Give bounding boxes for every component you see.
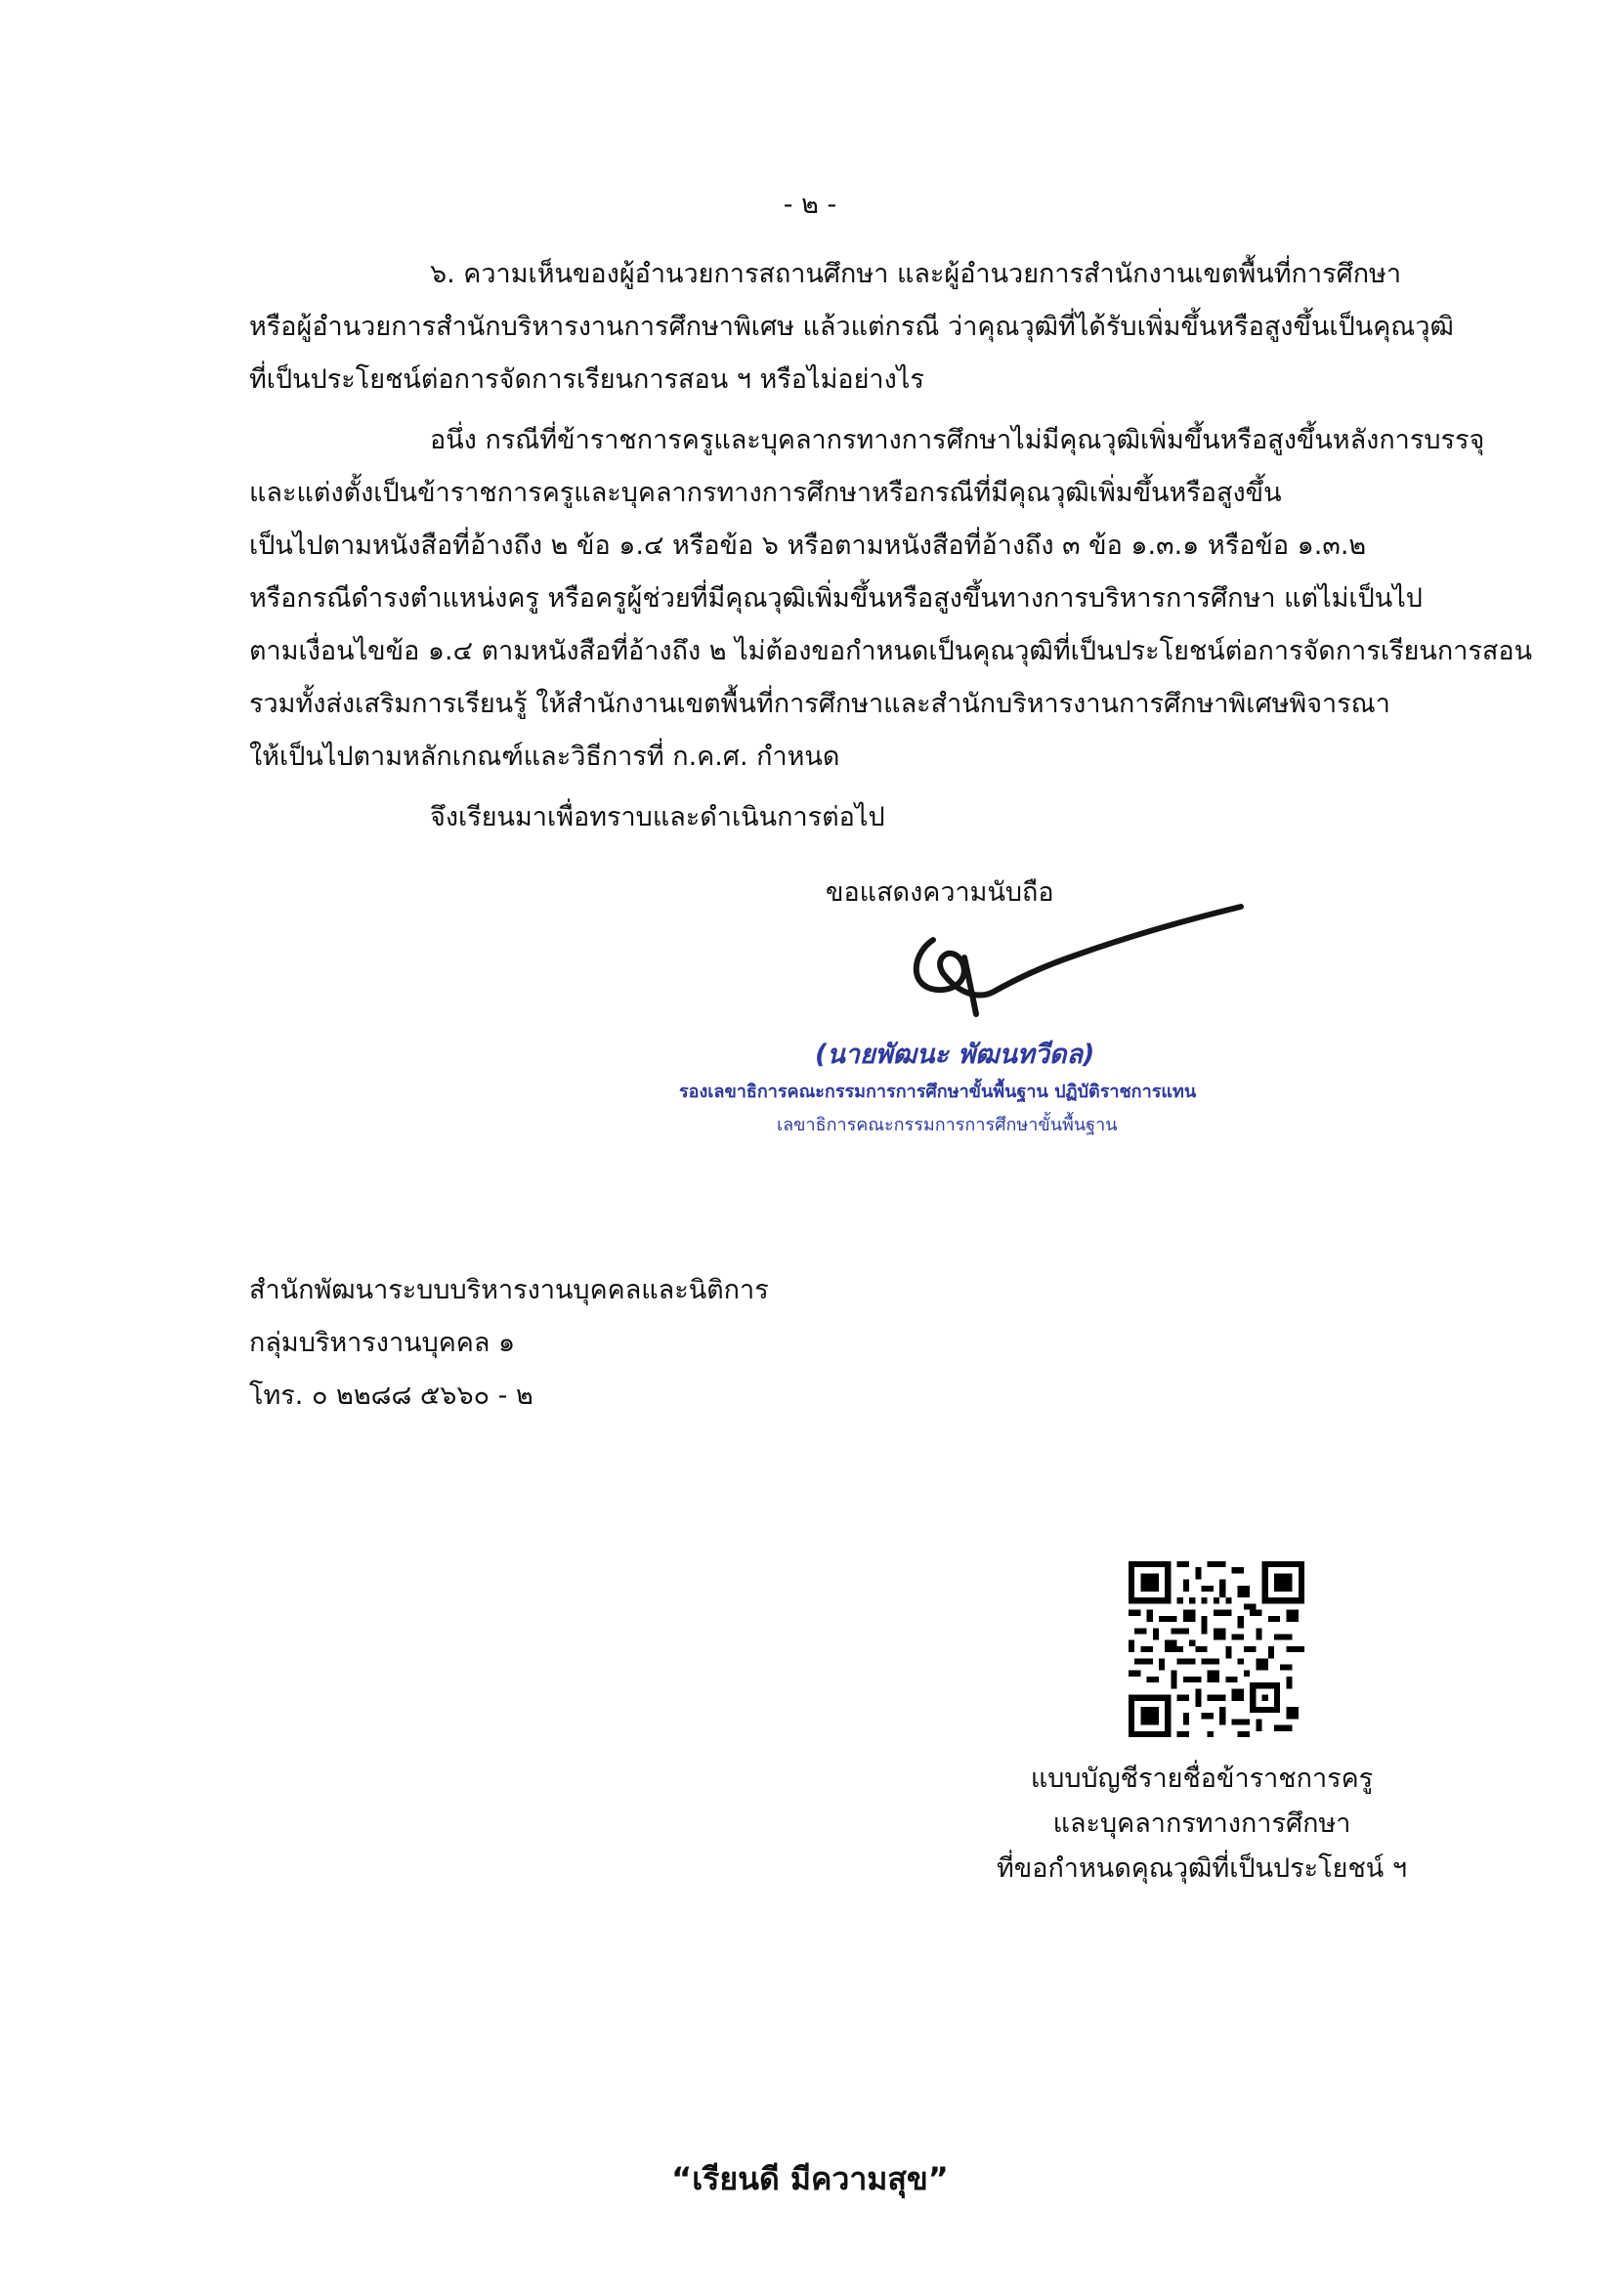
attachment-note-line: ที่ขอกำหนดคุณวุฒิที่เป็นประโยชน์ ฯ [996,1853,1408,1884]
paragraph-note-line: อนึ่ง กรณีที่ข้าราชการครูและบุคลากรทางการศึกษาไม่มีคุณวุฒิเพิ่มขึ้นหรือสูงขึ้นหลังการบรรจุ [430,425,1485,455]
paragraph-note-line: หรือกรณีดำรงตำแหน่งครู หรือครูผู้ช่วยที่มีคุณวุฒิเพิ่มขึ้นหรือสูงขึ้นทางการบริหารการศึกษา แต่ไม่เป็นไป [249,583,1423,614]
signer-title-line1: รองเลขาธิการคณะกรรมการการศึกษาขั้นพื้นฐาน ปฏิบัติราชการแทน [679,1082,1197,1102]
closing-salutation: ขอแสดงความนับถือ [826,877,1054,908]
paragraph-note-line: ตามเงื่อนไขข้อ ๑.๔ ตามหนังสือที่อ้างถึง ๒ ไม่ต้องขอกำหนดเป็นคุณวุฒิที่เป็นประโยชน์ต่อการจัดการเรียนการสอน [249,636,1533,666]
contact-office: สำนักพัฒนาระบบบริหารงานบุคคลและนิติการ [249,1275,769,1305]
contact-group: กลุ่มบริหารงานบุคคล ๑ [249,1328,516,1358]
paragraph-note-line: เป็นไปตามหนังสือที่อ้างถึง ๒ ข้อ ๑.๔ หรือข้อ ๖ หรือตามหนังสือที่อ้างถึง ๓ ข้อ ๑.๓.๑ หรือข้อ ๑.๓.๒ [249,531,1367,561]
signer-title-line2: เลขาธิการคณะกรรมการการศึกษาขั้นพื้นฐาน [777,1115,1118,1135]
attachment-note [977,1757,1427,1892]
motto: “เรียนดี มีความสุข” [671,2160,949,2197]
qr-code[interactable] [1129,1561,1304,1737]
contact-phone: โทร. ๐ ๒๒๘๘ ๕๖๖๐ - ๒ [249,1381,533,1411]
attachment-note-line: และบุคลากรทางการศึกษา [1052,1808,1351,1839]
paragraph-6-line: ๖. ความเห็นของผู้อำนวยการสถานศึกษา และผู้อำนวยการสำนักงานเขตพื้นที่การศึกษา [430,259,1402,289]
paragraph-note-line: ให้เป็นไปตามหลักเกณฑ์และวิธีการที่ ก.ค.ศ. กำหนด [249,742,840,772]
attachment-note-line: แบบบัญชีรายชื่อข้าราชการครู [1030,1764,1374,1794]
handwritten-signature [904,899,1256,1021]
page-number: - ๒ - [783,190,837,220]
paragraph-note-line: และแต่งตั้งเป็นข้าราชการครูและบุคลากรทางการศึกษาหรือกรณีที่มีคุณวุฒิเพิ่มขึ้นหรือสูงขึ้น [249,478,1282,508]
signer-name: (นายพัฒนะ พัฒนทวีดล) [815,1040,1095,1070]
closing-request: จึงเรียนมาเพื่อทราบและดำเนินการต่อไป [430,802,885,832]
paragraph-6-line: ที่เป็นประโยชน์ต่อการจัดการเรียนการสอน ฯ หรือไม่อย่างไร [249,364,924,395]
paragraph-note-line: รวมทั้งส่งเสริมการเรียนรู้ ให้สำนักงานเขตพื้นที่การศึกษาและสำนักบริหารงานการศึกษาพิเศษพิจารณา [249,689,1390,719]
paragraph-6-line: หรือผู้อำนวยการสำนักบริหารงานการศึกษาพิเศษ แล้วแต่กรณี ว่าคุณวุฒิที่ได้รับเพิ่มขึ้นหรือสูงขึ้นเป็นคุณวุฒิ [249,312,1454,342]
